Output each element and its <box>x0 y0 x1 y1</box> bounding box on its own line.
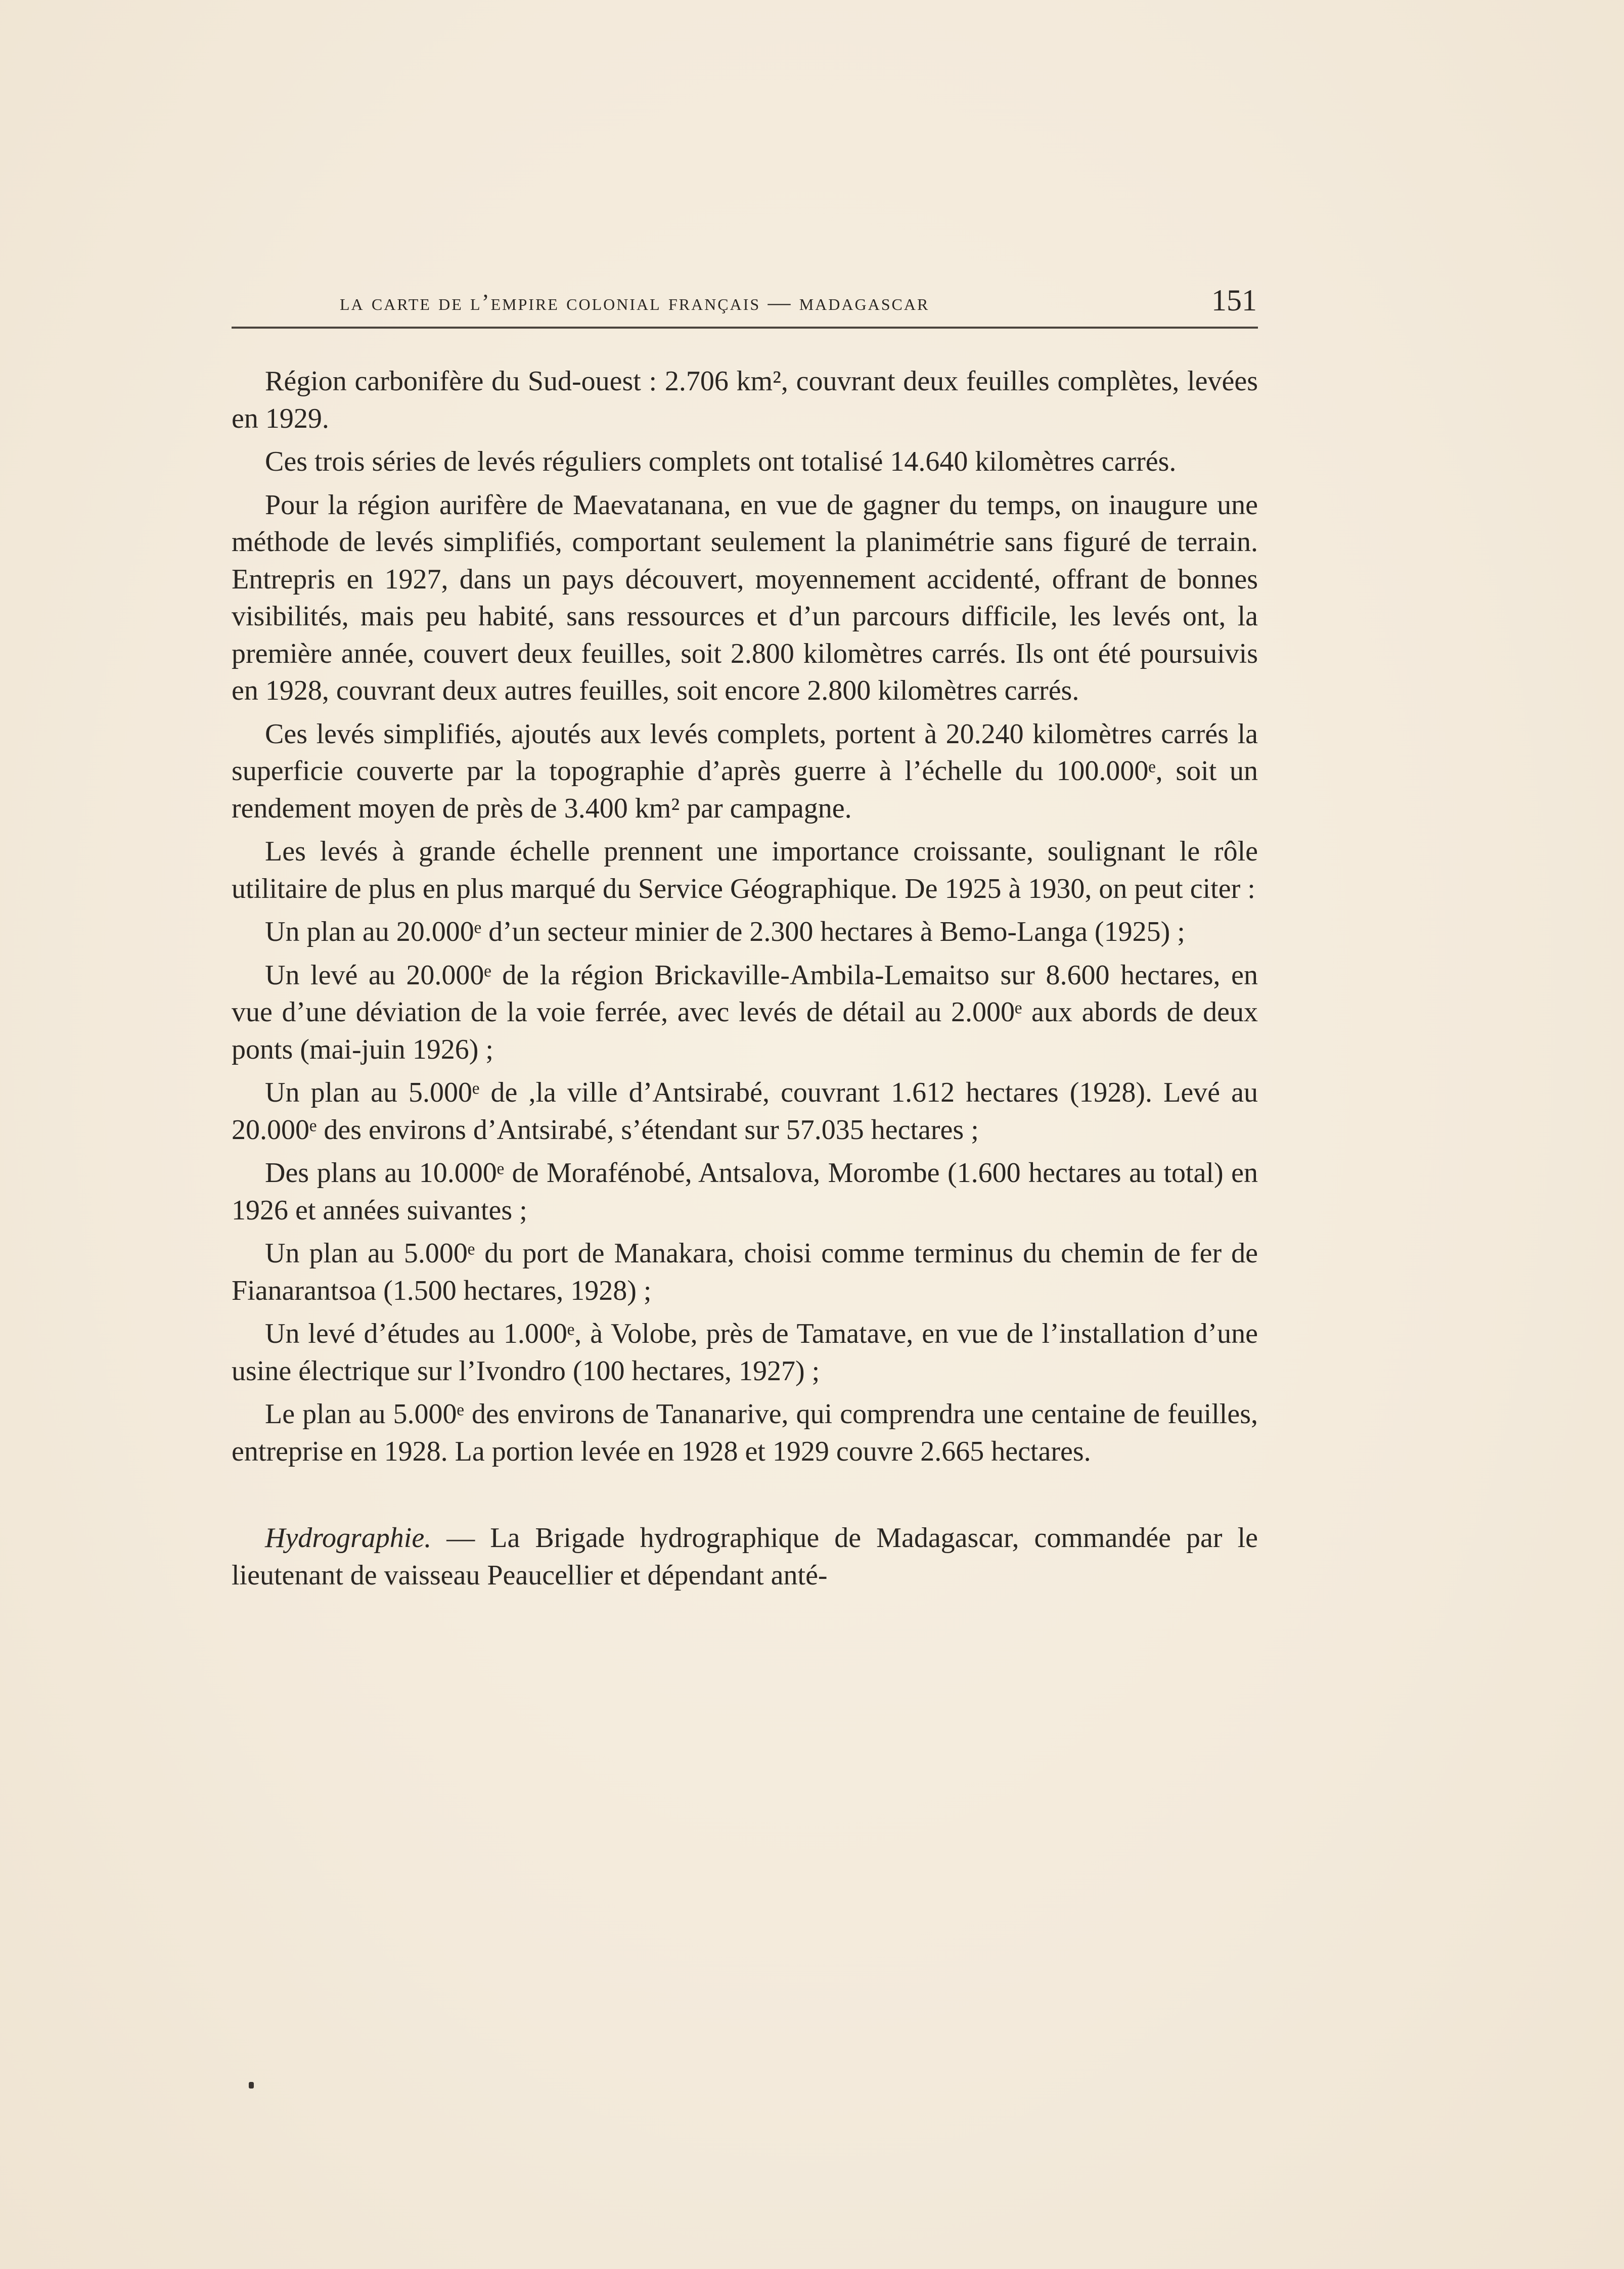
paragraph: Ces trois séries de levés réguliers complets ont totalisé 14.640 kilomètres carrés. <box>265 446 1177 477</box>
paragraph: Le plan au 5.000ᵉ des environs de Tananarive, qui comprendra une centaine de feuilles, entreprise en 1928. La portion levée en 1928 et 1929 couvre 2.665 hectares. <box>232 1398 1258 1467</box>
page-number: 151 <box>1211 284 1257 317</box>
running-title: la carte de l’empire colonial français — madagascar <box>340 290 930 315</box>
body-text <box>232 363 1258 1600</box>
paragraph: Un plan au 20.000ᵉ d’un secteur minier de 2.300 hectares à Bemo-Langa (1925) ; <box>265 916 1185 947</box>
paragraph: Les levés à grande échelle prennent une importance croissante, soulignant le rôle utilitaire de plus en plus marqué du Service Géographique. De 1925 à 1930, on peut citer : <box>232 836 1258 904</box>
paragraph: Un plan au 5.000ᵉ de ,la ville d’Antsirabé, couvrant 1.612 hectares (1928). Levé au 20.000ᵉ des environs d’Antsirabé, s’étendant sur 57.035 hectares ; <box>232 1077 1258 1146</box>
paragraph: Des plans au 10.000ᵉ de Morafénobé, Antsalova, Morombe (1.600 hectares au total) en 1926 et années suivantes ; <box>232 1157 1258 1226</box>
hydrography-paragraph <box>232 1520 1258 1594</box>
hydrography-text: — La Brigade hydrographique de Madagascar, commandée par le lieutenant de vaisseau Peaucellier et dépendant anté- <box>232 1522 1258 1591</box>
running-head <box>232 283 1258 329</box>
paragraph: Région carbonifère du Sud-ouest : 2.706 km², couvrant deux feuilles complètes, levées en 1929. <box>232 366 1258 434</box>
paragraph: Un levé au 20.000ᵉ de la région Brickaville-Ambila-Lemaitso sur 8.600 hectares, en vue d’une déviation de la voie ferrée, avec levés de détail au 2.000ᵉ aux abords de deux ponts (mai-juin 1926) ; <box>232 959 1258 1065</box>
paragraph: Un plan au 5.000ᵉ du port de Manakara, choisi comme terminus du chemin de fer de Fianarantsoa (1.500 hectares, 1928) ; <box>232 1238 1258 1306</box>
paragraph: Pour la région aurifère de Maevatanana, en vue de gagner du temps, on inaugure une méthode de levés simplifiés, comportant seulement la planimétrie sans figuré de terrain. Entrepris en 1927, dans un pays découvert, moyennement accidenté, offrant de bonnes visibilités, mais peu habité, sans ressources et d’un parcours difficile, les levés ont, la première année, couvert deux feuilles, soit 2.800 kilomètres carrés. Ils ont été poursuivis en 1928, couvrant deux autres feuilles, soit encore 2.800 kilomètres carrés. <box>232 489 1258 706</box>
hydrography-heading: Hydrographie. <box>265 1522 432 1554</box>
paragraph: Ces levés simplifiés, ajoutés aux levés complets, portent à 20.240 kilomètres carrés la superficie couverte par la topographie d’après guerre à l’échelle du 100.000ᵉ, soit un rendement moyen de près de 3.400 km² par campagne. <box>232 718 1258 824</box>
paragraph: Un levé d’études au 1.000ᵉ, à Volobe, près de Tamatave, en vue de l’installation d’une usine électrique sur l’Ivondro (100 hectares, 1927) ; <box>232 1318 1258 1387</box>
ink-speck <box>249 2082 254 2089</box>
